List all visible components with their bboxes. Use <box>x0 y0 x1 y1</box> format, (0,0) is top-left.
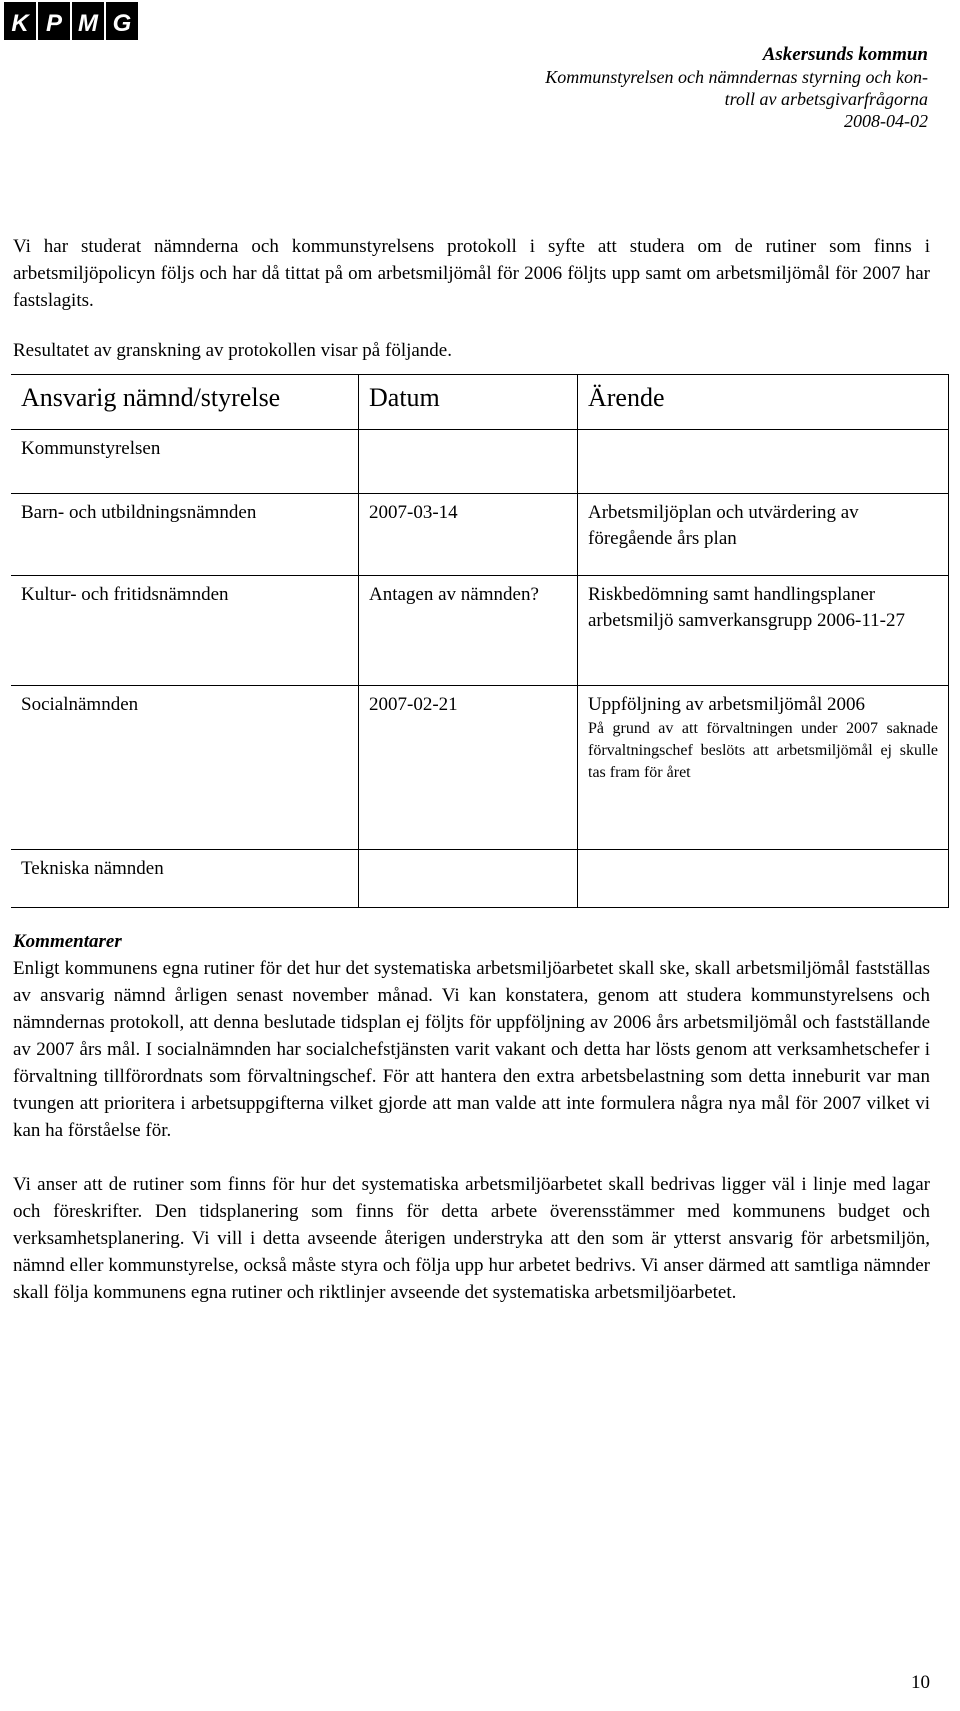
date-cell: Antagen av nämnden? <box>359 576 578 686</box>
matter-note: På grund av att förvaltningen under 2007 saknade förvaltningschef beslöts att arbetsmiljömål ej skulle tas fram för året <box>588 720 938 781</box>
header-committee: Ansvarig nämnd/styrelse <box>11 375 359 430</box>
document-header <box>545 44 928 132</box>
matter-cell <box>578 430 949 494</box>
committee-cell: Barn- och utbildningsnämnden <box>11 494 359 576</box>
report-title-line2: troll av arbetsgivarfrågorna <box>724 89 928 109</box>
logo-letter: P <box>38 2 70 40</box>
logo-letter: G <box>106 2 138 40</box>
table-row <box>11 430 949 494</box>
page-number: 10 <box>911 1672 930 1693</box>
lead-sentence: Resultatet av granskning av protokollen visar på följande. <box>13 340 452 361</box>
date-cell <box>359 430 578 494</box>
page-content <box>13 233 938 1306</box>
logo-letter: M <box>72 2 104 40</box>
comments-paragraph: Vi anser att de rutiner som finns för hur det systematiska arbetsmiljöarbetet skall bedrivas ligger väl i linje med lagar och föreskrifter. Den tidsplanering som finns för detta arbete överensstämmer med kommunens budget och verksamhetsplanering. Vi vill i detta avseende återigen understryka att den som är ytterst ansvarig för arbetsmiljön, nämnd eller kommunstyrelse, också måste styra och följa upp hur arbetet bedrivs. Vi anser därmed att samtliga nämnder skall följa kommunens egna rutiner och riktlinjer avseende det systematiska arbetsmiljöarbetet. <box>13 1174 930 1303</box>
table-row <box>11 850 949 908</box>
header-date: Datum <box>359 375 578 430</box>
header-matter: Ärende <box>578 375 949 430</box>
municipality-name: Askersunds kommun <box>762 44 928 65</box>
matter-cell: Arbetsmiljöplan och utvärdering av föregående års plan <box>578 494 949 576</box>
committee-cell: Kommunstyrelsen <box>11 430 359 494</box>
table-row <box>11 494 949 576</box>
comments-section <box>13 928 930 1306</box>
committee-cell: Socialnämnden <box>11 686 359 850</box>
table-row <box>11 686 949 850</box>
table-row <box>11 576 949 686</box>
date-cell: 2007-03-14 <box>359 494 578 576</box>
matter-cell <box>578 850 949 908</box>
report-date: 2008-04-02 <box>844 111 928 131</box>
committee-cell: Tekniska nämnden <box>11 850 359 908</box>
report-title-line1: Kommunstyrelsen och nämndernas styrning och kon- <box>545 67 928 87</box>
intro-paragraph: Vi har studerat nämnderna och kommunstyrelsens protokoll i syfte att studera om de rutiner som finns i arbetsmiljöpolicyn följs och har då tittat på om arbetsmiljömål för 2006 följts upp samt om arbetsmiljömål för 2007 har fastslagits. <box>13 236 930 311</box>
matter-cell <box>578 686 949 850</box>
kpmg-logo <box>4 2 138 40</box>
logo-letter: K <box>4 2 36 40</box>
matter-cell: Riskbedömning samt handlingsplaner arbetsmiljö samverkansgrupp 2006-11-27 <box>578 576 949 686</box>
date-cell: 2007-02-21 <box>359 686 578 850</box>
date-cell <box>359 850 578 908</box>
table-header-row <box>11 375 949 430</box>
comments-heading: Kommentarer <box>13 931 122 952</box>
committee-cell: Kultur- och fritidsnämnden <box>11 576 359 686</box>
matter-text: Uppföljning av arbetsmiljömål 2006 <box>588 694 866 715</box>
comments-paragraph: Enligt kommunens egna rutiner för det hur det systematiska arbetsmiljöarbetet skall ske, skall arbetsmiljömål fastställas av ansvarig nämnd årligen senast november månad. Vi kan konstatera, genom att studera kommunstyrelsens och nämndernas protokoll, att denna beslutade tidsplan ej följts för uppföljning av 2006 års arbetsmiljömål och fastställande av 2007 års mål. I socialnämnden har socialchefstjänsten varit vakant och detta har lösts genom att verksamhetschefer i förvaltning tillförordnats som förvaltningschef. För att hantera den extra arbetsbelastning som detta inneburit var man tvungen att prioritera i arbetsuppgifterna vilket gjorde att man valde att inte formulera några nya mål för 2007 vilket vi kan ha förståelse för. <box>13 958 930 1141</box>
protocol-table <box>11 374 949 908</box>
